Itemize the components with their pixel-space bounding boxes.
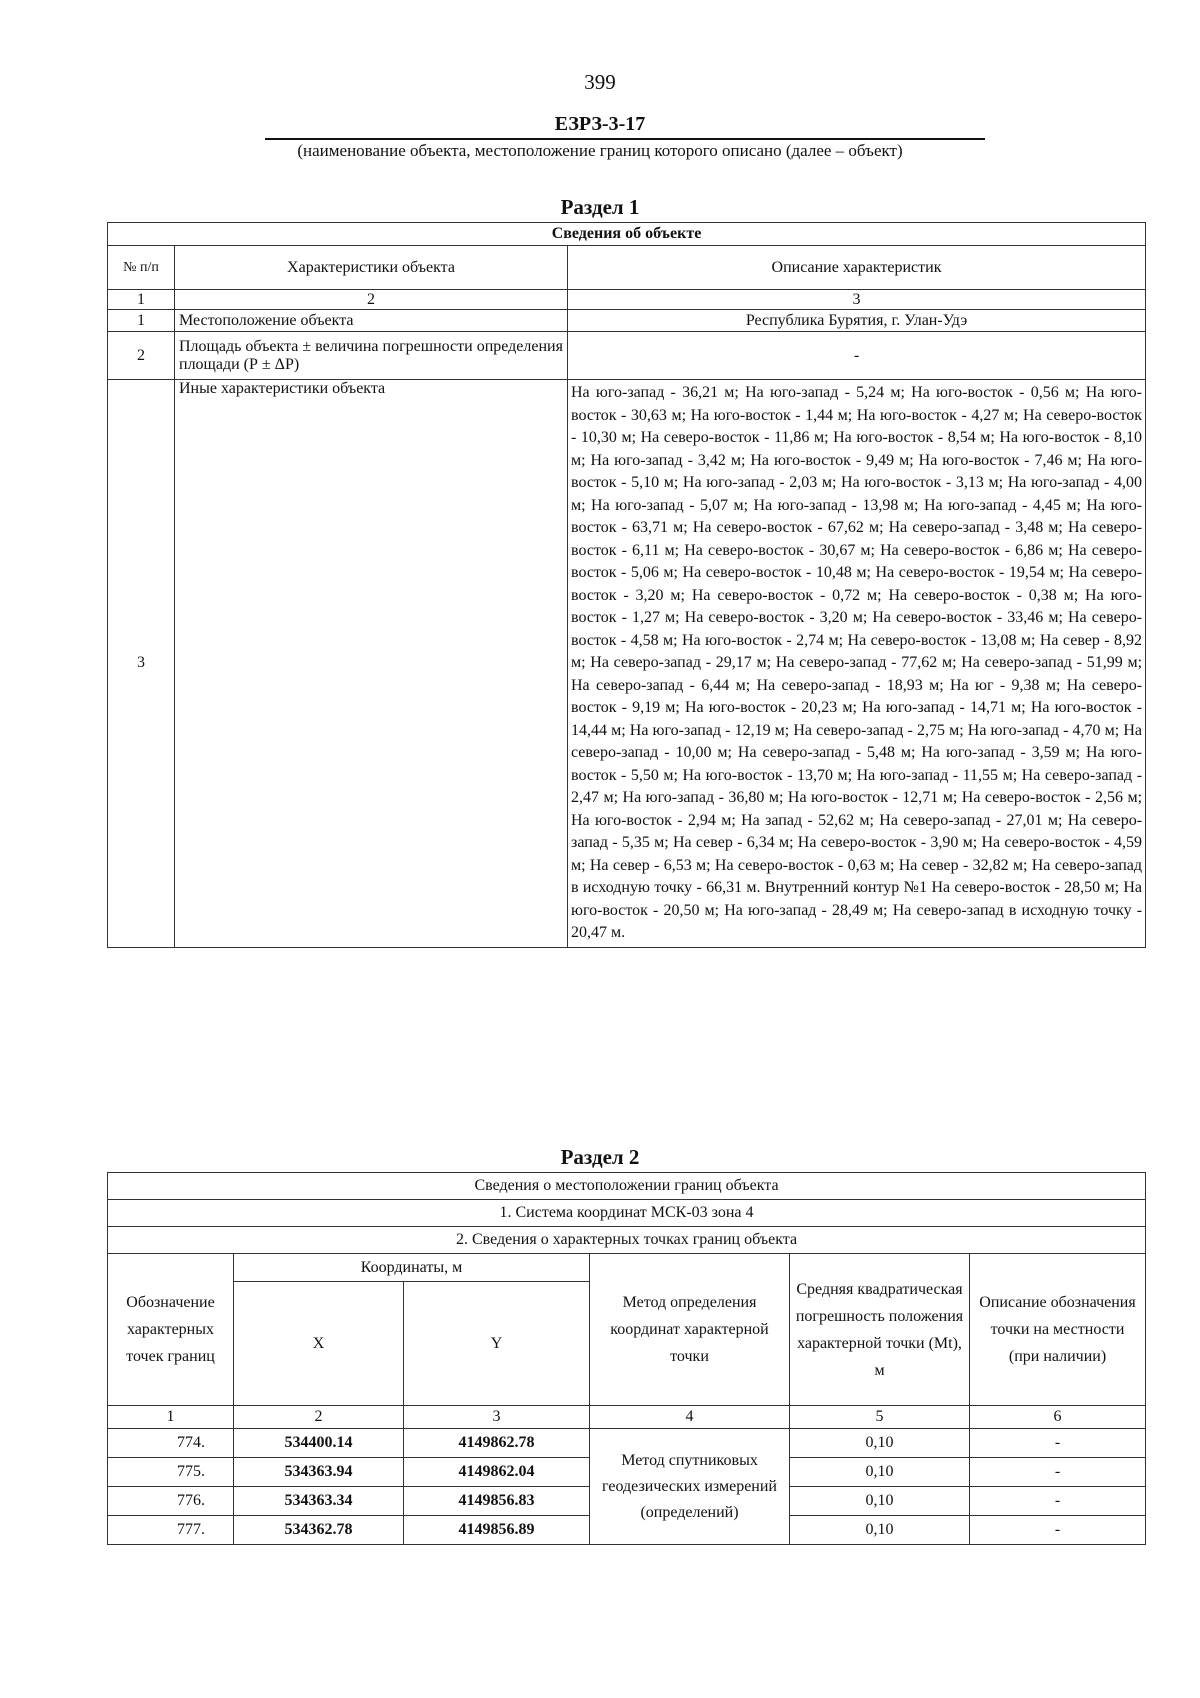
- col-number: 2: [234, 1406, 404, 1429]
- point-x: 534400.14: [234, 1429, 404, 1458]
- header-num: № п/п: [108, 246, 175, 290]
- header-row: [108, 1254, 1146, 1282]
- col-number: 5: [790, 1406, 970, 1429]
- point-x: 534362.78: [234, 1516, 404, 1545]
- row-description: -: [568, 332, 1146, 380]
- point-x: 534363.34: [234, 1487, 404, 1516]
- point-id: 774.: [108, 1429, 234, 1458]
- row-description: На юго-запад - 36,21 м; На юго-запад - 5,24 м; На юго-восток - 0,56 м; На юго-восток - 30,63 м; На юго-восток - 1,44 м; На юго-восток - 4,27 м; На северо-восток - 10,30 м; На северо-восток - 11,86 м; На юго-восток - 8,54 м; На юго-восток - 8,10 м; На юго-запад - 3,42 м; На юго-восток - 9,49 м; На юго-восток - 7,46 м; На юго-восток - 5,10 м; На юго-запад - 2,03 м; На юго-восток - 3,13 м; На юго-запад - 4,00 м; На юго-запад - 5,07 м; На юго-запад - 13,98 м; На юго-запад - 4,45 м; На юго-восток - 63,71 м; На северо-восток - 67,62 м; На северо-запад - 3,48 м; На северо-восток - 6,11 м; На северо-восток - 30,67 м; На северо-восток - 6,86 м; На северо-восток - 5,06 м; На северо-восток - 10,48 м; На северо-восток - 19,54 м; На северо-восток - 3,20 м; На северо-восток - 0,72 м; На северо-восток - 0,38 м; На юго-восток - 1,27 м; На северо-восток - 3,20 м; На северо-восток - 33,46 м; На северо-восток - 4,58 м; На юго-восток - 2,74 м; На северо-восток - 13,08 м; На север - 8,92 м; На северо-запад - 29,17 м; На северо-запад - 77,62 м; На северо-запад - 51,99 м; На северо-запад - 6,44 м; На северо-запад - 18,93 м; На юг - 9,38 м; На северо-восток - 9,19 м; На юго-восток - 20,23 м; На юго-запад - 14,71 м; На юго-восток - 14,44 м; На юго-запад - 12,19 м; На северо-запад - 2,75 м; На юго-запад - 4,70 м; На северо-запад - 10,00 м; На северо-запад - 5,48 м; На юго-запад - 3,59 м; На юго-восток - 5,50 м; На юго-восток - 13,70 м; На юго-запад - 11,55 м; На северо-запад - 2,47 м; На юго-запад - 36,80 м; На юго-восток - 12,71 м; На северо-восток - 2,56 м; На юго-восток - 2,94 м; На запад - 52,62 м; На северо-запад - 27,01 м; На северо-запад - 5,35 м; На север - 6,34 м; На северо-восток - 3,90 м; На северо-восток - 4,59 м; На север - 6,53 м; На северо-восток - 0,63 м; На север - 32,82 м; На северо-запад в исходную точку - 66,31 м. Внутренний контур №1 На северо-восток - 28,50 м; На юго-восток - 20,50 м; На юго-запад - 28,49 м; На северо-запад в исходную точку - 20,47 м.: [568, 380, 1146, 948]
- header-error: Средняя квадратическая погрешность положения характерной точки (Mt), м: [790, 1254, 970, 1406]
- object-name-underline: [265, 138, 985, 140]
- table-title-row: [108, 223, 1146, 246]
- point-id: 776.: [108, 1487, 234, 1516]
- col-number: 6: [970, 1406, 1146, 1429]
- table-caption-3: 2. Сведения о характерных точках границ объекта: [108, 1227, 1146, 1254]
- header-y: Y: [404, 1282, 590, 1406]
- table-row: [108, 310, 1146, 332]
- object-info-table: [107, 222, 1146, 948]
- header-coordinates: Координаты, м: [234, 1254, 590, 1282]
- section2-title: Раздел 2: [560, 1145, 640, 1169]
- point-description: -: [970, 1458, 1146, 1487]
- column-number-row: [108, 290, 1146, 310]
- col-number: 2: [175, 290, 568, 310]
- table-row: [108, 332, 1146, 380]
- table-row: [108, 1429, 1146, 1458]
- header-row: [108, 246, 1146, 290]
- section1-title: Раздел 1: [560, 195, 640, 219]
- row-characteristic: Иные характеристики объекта: [175, 380, 568, 948]
- row-num: 3: [108, 380, 175, 948]
- row-characteristic: Местоположение объекта: [175, 310, 568, 332]
- col-number: 1: [108, 1406, 234, 1429]
- point-id: 775.: [108, 1458, 234, 1487]
- point-y: 4149856.83: [404, 1487, 590, 1516]
- point-description: -: [970, 1429, 1146, 1458]
- row-characteristic: Площадь объекта ± величина погрешности определения площади (Р ± ΔР): [175, 332, 568, 380]
- col-number: 3: [568, 290, 1146, 310]
- point-x: 534363.94: [234, 1458, 404, 1487]
- column-number-row: [108, 1406, 1146, 1429]
- row-description: Республика Бурятия, г. Улан-Удэ: [568, 310, 1146, 332]
- header-method: Метод определения координат характерной точки: [590, 1254, 790, 1406]
- point-y: 4149862.04: [404, 1458, 590, 1487]
- point-y: 4149862.78: [404, 1429, 590, 1458]
- point-mt: 0,10: [790, 1516, 970, 1545]
- col-number: 1: [108, 290, 175, 310]
- table-title: Сведения об объекте: [108, 223, 1146, 246]
- object-caption: (наименование объекта, местоположение границ которого описано (далее – объект): [297, 141, 903, 160]
- boundary-points-table: [107, 1172, 1146, 1545]
- header-point-description: Описание обозначения точки на местности (при наличии): [970, 1254, 1146, 1406]
- col-number: 3: [404, 1406, 590, 1429]
- method-value: Метод спутниковых геодезических измерений (определений): [590, 1429, 790, 1545]
- page-number: 399: [584, 70, 616, 94]
- table-caption-1: Сведения о местоположении границ объекта: [108, 1173, 1146, 1200]
- row-num: 2: [108, 332, 175, 380]
- col-number: 4: [590, 1406, 790, 1429]
- point-mt: 0,10: [790, 1429, 970, 1458]
- header-x: X: [234, 1282, 404, 1406]
- point-y: 4149856.89: [404, 1516, 590, 1545]
- point-description: -: [970, 1487, 1146, 1516]
- object-name: ЕЗРЗ-3-17: [554, 113, 646, 135]
- point-mt: 0,10: [790, 1487, 970, 1516]
- table-row: [108, 380, 1146, 948]
- header-point: Обозначение характерных точек границ: [108, 1254, 234, 1406]
- point-mt: 0,10: [790, 1458, 970, 1487]
- point-description: -: [970, 1516, 1146, 1545]
- point-id: 777.: [108, 1516, 234, 1545]
- table-caption-2: 1. Система координат МСК-03 зона 4: [108, 1200, 1146, 1227]
- header-characteristics: Характеристики объекта: [175, 246, 568, 290]
- header-description: Описание характеристик: [568, 246, 1146, 290]
- row-num: 1: [108, 310, 175, 332]
